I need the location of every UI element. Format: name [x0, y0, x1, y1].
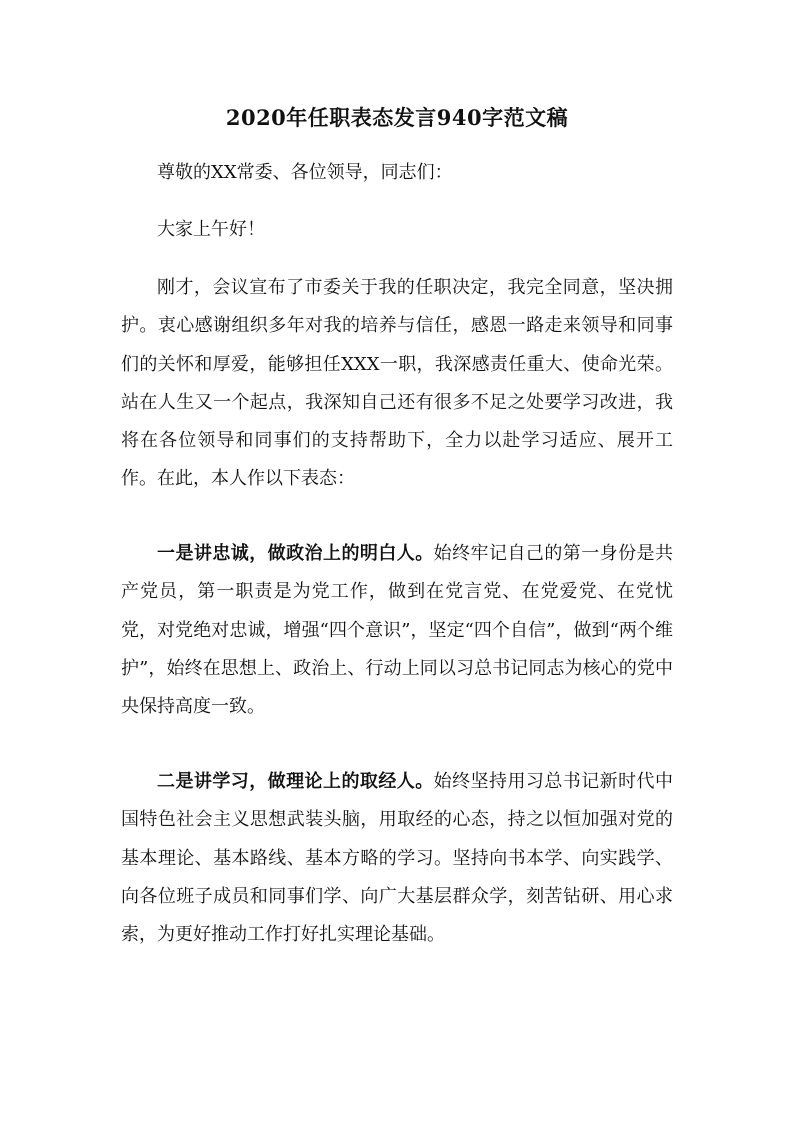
paragraph-3-lead: 二是讲学习，做理论上的取经人。 [157, 771, 434, 792]
greeting [0, 212, 794, 248]
page-title: 2020年任职表态发言940字范文稿 [225, 105, 569, 130]
salutation [0, 155, 794, 191]
paragraph-3 [121, 763, 673, 954]
salutation-text: 尊敬的XX常委、各位领导，同志们： [157, 162, 453, 183]
paragraph-3-text: 始终坚持用习总书记新时代中国特色社会主义思想武装头脑，用取经的心态，持之以恒加强对党的基本理论、基本路线、基本方略的学习。坚持向书本学、向实践学、向各位班子成员和同事们学、向广大基层群众学，刻苦钻研、用心求索，为更好推动工作打好扎实理论基础。 [121, 771, 674, 946]
greeting-text: 大家上午好！ [157, 219, 265, 240]
paragraph-2 [121, 535, 673, 726]
paragraph-2-text: 始终牢记自己的第一身份是共产党员，第一职责是为党工作，做到在党言党、在党爱党、在党忧党，对党绝对忠诚，增强“四个意识”，坚定“四个自信”，做到“两个维护”，始终在思想上、政治上、行动上同以习总书记同志为核心的党中央保持高度一致。 [121, 543, 674, 718]
paragraph-1 [121, 269, 673, 499]
paragraph-1-text: 刚才，会议宣布了市委关于我的任职决定，我完全同意，坚决拥护。衷心感谢组织多年对我的培养与信任，感恩一路走来领导和同事们的关怀和厚爱，能够担任XXX一职，我深感责任重大、使命光荣。站在人生又一个起点，我深知自己还有很多不足之处要学习改进，我将在各位领导和同事们的支持帮助下，全力以赴学习适应、展开工作。在此，本人作以下表态： [121, 277, 673, 490]
paragraph-2-lead: 一是讲忠诚，做政治上的明白人。 [157, 543, 434, 564]
